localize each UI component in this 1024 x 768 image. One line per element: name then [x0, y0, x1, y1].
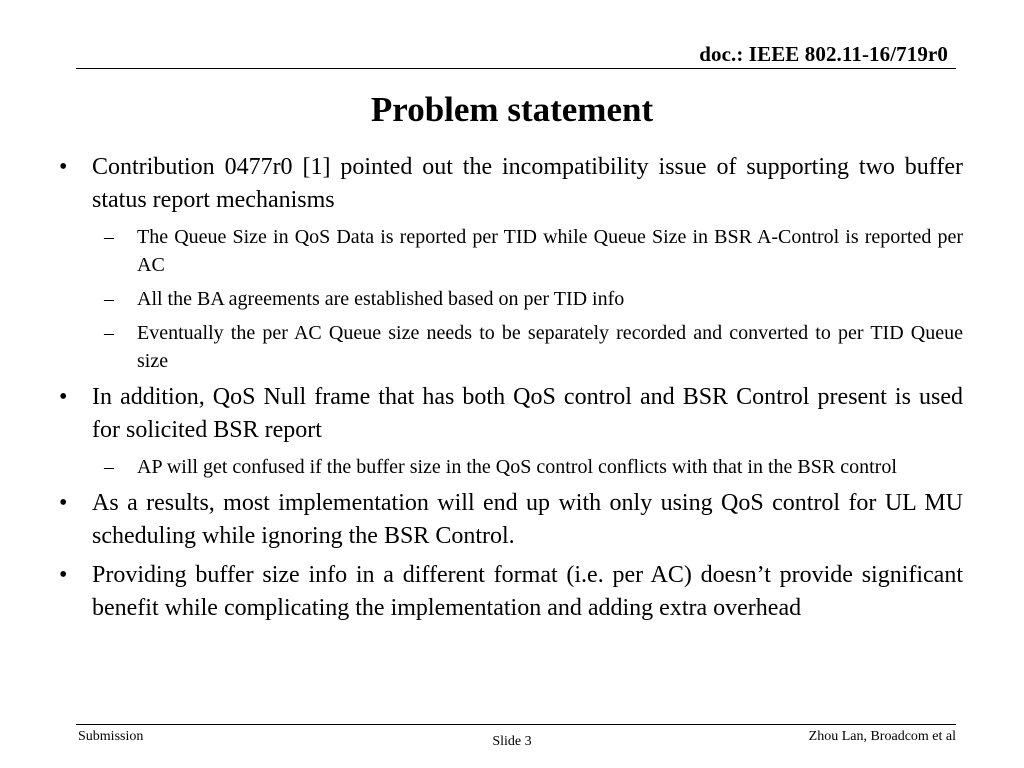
sub-bullet-marker: –: [104, 322, 114, 344]
sub-bullet-item: [104, 223, 963, 279]
bullet-item: [59, 559, 963, 625]
footer-divider: [76, 724, 956, 725]
bullet-text: Providing buffer size info in a different format (i.e. per AC) doesn’t provide significant benefit while complicating the implementation and adding extra overhead: [92, 562, 963, 621]
header-divider: [76, 68, 956, 69]
sub-bullet-item: [104, 453, 963, 481]
bullet-text: Contribution 0477r0 [1] pointed out the incompatibility issue of supporting two buffer status report mechanisms: [92, 154, 963, 213]
sub-bullet-text: The Queue Size in QoS Data is reported per TID while Queue Size in BSR A-Control is reported per AC: [137, 226, 963, 276]
bullet-marker: •: [59, 384, 68, 410]
slide-body: [59, 151, 963, 631]
sub-bullet-text: AP will get confused if the buffer size in the QoS control conflicts with that in the BSR control: [137, 456, 897, 478]
footer-submission: Submission: [78, 729, 144, 744]
sub-bullet-item: [104, 319, 963, 375]
footer-author: Zhou Lan, Broadcom et al: [808, 729, 956, 744]
bullet-text: In addition, QoS Null frame that has both QoS control and BSR Control present is used for solicited BSR report: [92, 384, 963, 443]
bullet-marker: •: [59, 490, 68, 516]
sub-bullet-text: Eventually the per AC Queue size needs to be separately recorded and converted to per TID Queue size: [137, 322, 963, 372]
sub-bullet-marker: –: [104, 288, 114, 310]
sub-bullet-marker: –: [104, 226, 114, 248]
bullet-marker: •: [59, 562, 68, 588]
slide-title: Problem statement: [370, 90, 654, 129]
bullet-text: As a results, most implementation will end up with only using QoS control for UL MU scheduling while ignoring the BSR Control.: [92, 490, 963, 549]
bullet-marker: •: [59, 154, 68, 180]
document-id: doc.: IEEE 802.11-16/719r0: [699, 42, 948, 66]
bullet-item: [59, 151, 963, 375]
bullet-item: [59, 487, 963, 553]
sub-bullet-item: [104, 285, 963, 313]
sub-bullet-text: All the BA agreements are established based on per TID info: [137, 288, 625, 310]
sub-bullet-marker: –: [104, 456, 114, 478]
bullet-item: [59, 381, 963, 481]
footer-slide-number: Slide 3: [492, 734, 532, 749]
